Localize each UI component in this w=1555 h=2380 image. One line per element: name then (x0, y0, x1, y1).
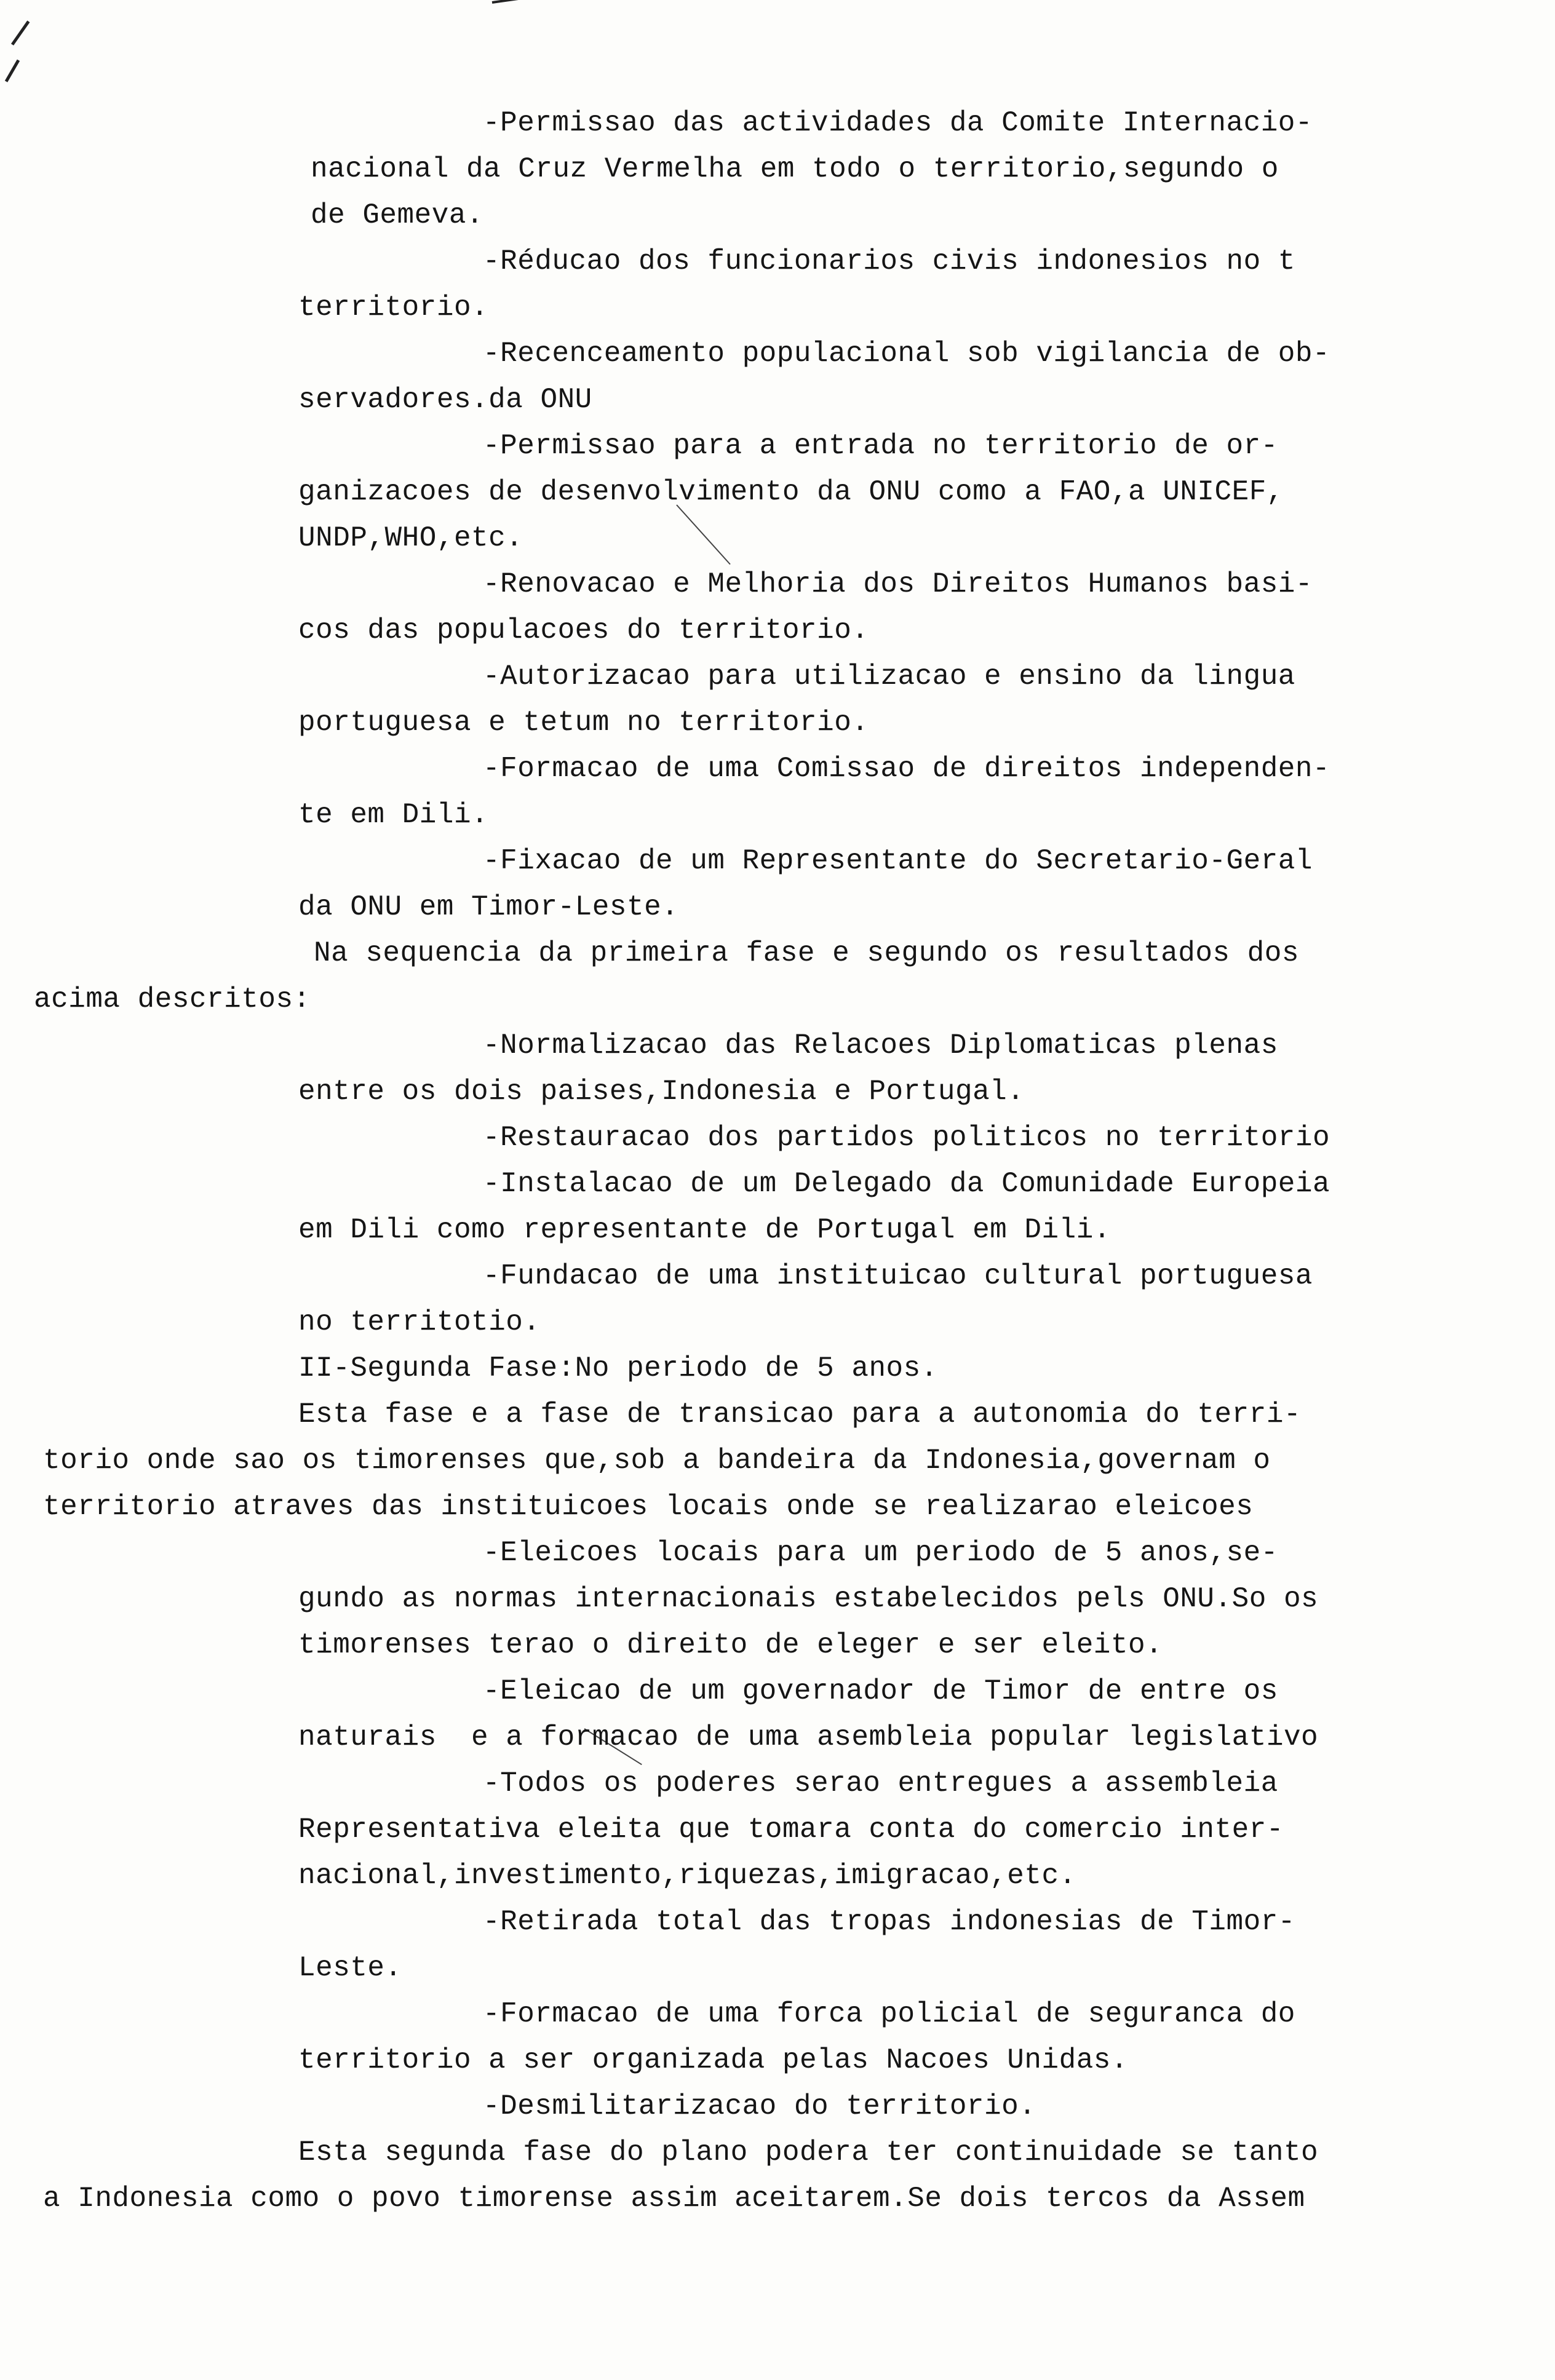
text-line: naturais e a formacao de uma asembleia popular legislativo (298, 1721, 1319, 1753)
text-line: te em Dili. (298, 799, 489, 831)
text-line: Representativa eleita que tomara conta do comercio inter- (298, 1814, 1284, 1846)
text-line: II-Segunda Fase:No periodo de 5 anos. (298, 1352, 938, 1384)
text-line: Esta fase e a fase de transicao para a autonomia do terri- (298, 1398, 1302, 1430)
text-line: -Eleicoes locais para um periodo de 5 anos,se- (483, 1537, 1278, 1569)
text-line: -Restauracao dos partidos politicos no territorio (483, 1122, 1330, 1154)
text-line: -Retirada total das tropas indonesias de Timor- (483, 1906, 1295, 1938)
text-line: -Autorizacao para utilizacao e ensino da lingua (483, 660, 1295, 692)
text-line: gundo as normas internacionais estabelecidos pels ONU.So os (298, 1583, 1319, 1615)
text-line: -Formacao de uma forca policial de seguranca do (483, 1998, 1295, 2030)
text-line: Esta segunda fase do plano podera ter continuidade se tanto (298, 2136, 1319, 2168)
text-line: -Todos os poderes serao entregues a assembleia (483, 1767, 1278, 1799)
text-line: territorio a ser organizada pelas Nacoes Unidas. (298, 2044, 1129, 2076)
text-line: portuguesa e tetum no territorio. (298, 707, 869, 739)
text-line: -Desmilitarizacao do territorio. (483, 2090, 1036, 2122)
text-line: -Normalizacao das Relacoes Diplomaticas plenas (483, 1029, 1278, 1061)
text-line: -Renovacao e Melhoria dos Direitos Humanos basi- (483, 568, 1313, 600)
text-line: nacional da Cruz Vermelha em todo o territorio,segundo o (311, 153, 1279, 185)
text-line: -Permissao das actividades da Comite Internacio- (483, 107, 1313, 139)
text-line: torio onde sao os timorenses que,sob a bandeira da Indonesia,governam o (43, 1445, 1271, 1477)
text-line: -Permissao para a entrada no territorio de or- (483, 430, 1278, 462)
scan-mark (5, 60, 20, 82)
text-line: entre os dois paises,Indonesia e Portugal. (298, 1076, 1025, 1108)
scan-mark (11, 20, 30, 46)
scan-mark (676, 504, 730, 565)
text-line: nacional,investimento,riquezas,imigracao,etc. (298, 1860, 1076, 1892)
text-line: -Fixacao de um Representante do Secretario-Geral (483, 845, 1313, 877)
text-line: Na sequencia da primeira fase e segundo os resultados dos (314, 937, 1299, 969)
text-line: territorio atraves das instituicoes locais onde se realizarao eleicoes (43, 1491, 1254, 1523)
text-line: timorenses terao o direito de eleger e ser eleito. (298, 1629, 1163, 1661)
text-line: -Eleicao de um governador de Timor de entre os (483, 1675, 1278, 1707)
text-line: ganizacoes de desenvolvimento da ONU como a FAO,a UNICEF, (298, 476, 1284, 508)
text-line: acima descritos: (34, 983, 311, 1015)
text-line: de Gemeva. (311, 199, 484, 231)
text-line: no territotio. (298, 1306, 541, 1338)
text-line: em Dili como representante de Portugal em Dili. (298, 1214, 1111, 1246)
scan-mark (492, 0, 529, 4)
text-line: -Réducao dos funcionarios civis indonesios no t (483, 245, 1295, 277)
text-line: -Recenceamento populacional sob vigilancia de ob- (483, 338, 1330, 370)
text-line: territorio. (298, 292, 489, 323)
text-line: -Instalacao de um Delegado da Comunidade Europeia (483, 1168, 1330, 1200)
text-line: UNDP,WHO,etc. (298, 522, 523, 554)
text-line: servadores.da ONU (298, 384, 592, 416)
text-line: -Fundacao de uma instituicao cultural portuguesa (483, 1260, 1313, 1292)
text-line: Leste. (298, 1952, 402, 1984)
text-line: -Formacao de uma Comissao de direitos independen- (483, 753, 1330, 785)
text-line: da ONU em Timor-Leste. (298, 891, 679, 923)
text-line: a Indonesia como o povo timorense assim aceitarem.Se dois tercos da Assem (43, 2183, 1305, 2215)
text-line: cos das populacoes do territorio. (298, 614, 869, 646)
